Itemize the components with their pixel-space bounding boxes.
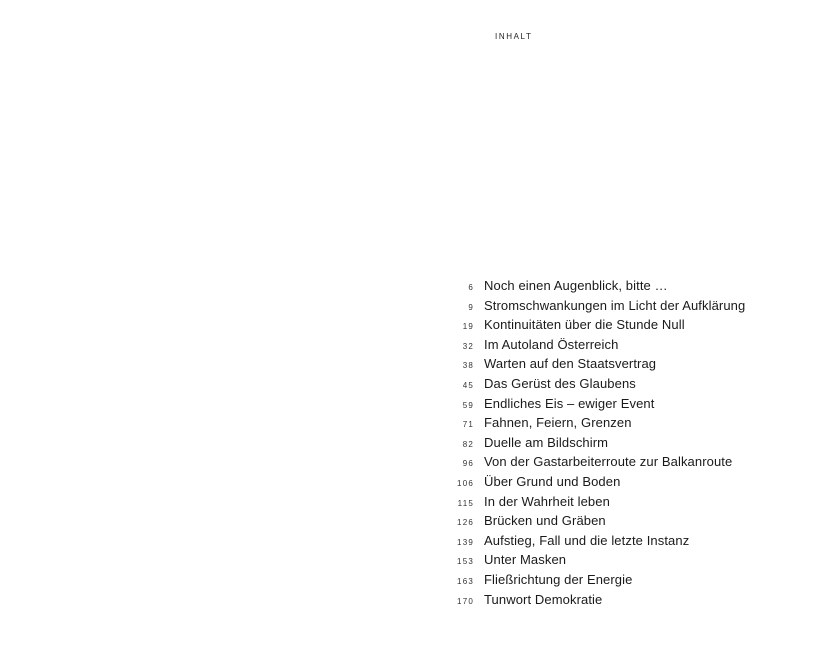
toc-page-number: 96 xyxy=(462,459,474,469)
toc-page-number: 163 xyxy=(457,576,474,586)
toc-page-number: 106 xyxy=(457,478,474,488)
toc-entry xyxy=(440,531,820,551)
toc-page-number: 139 xyxy=(457,537,474,547)
toc-chapter-title: Aufstieg, Fall und die letzte Instanz xyxy=(484,532,690,548)
toc-chapter-title: In der Wahrheit leben xyxy=(484,493,610,509)
toc-page-number: 126 xyxy=(457,518,474,528)
toc-chapter-title: Noch einen Augenblick, bitte … xyxy=(484,278,668,293)
toc-page-number: 32 xyxy=(462,341,474,351)
toc-chapter-title: Fließrichtung der Energie xyxy=(484,571,633,587)
toc-entry xyxy=(440,570,820,590)
toc-page-number: 38 xyxy=(462,361,474,371)
toc-page-number: 71 xyxy=(462,420,474,430)
toc-entry xyxy=(440,590,820,610)
toc-entry xyxy=(440,492,820,512)
toc-entry xyxy=(440,413,820,433)
toc-chapter-title: Im Autoland Österreich xyxy=(484,336,619,352)
toc-entry xyxy=(440,374,820,394)
toc-page-number: 45 xyxy=(462,380,474,390)
toc-page-number: 9 xyxy=(468,302,474,312)
toc-entry xyxy=(440,511,820,531)
toc-chapter-title: Von der Gastarbeiterroute zur Balkanroute xyxy=(484,454,733,470)
toc-entry xyxy=(440,452,820,472)
toc-chapter-title: Über Grund und Boden xyxy=(484,473,621,489)
toc-chapter-title: Endliches Eis – ewiger Event xyxy=(484,395,655,411)
toc-page-number: 170 xyxy=(457,596,474,606)
toc-chapter-title: Kontinuitäten über die Stunde Null xyxy=(484,317,685,333)
toc-chapter-title: Brücken und Gräben xyxy=(484,513,606,529)
toc-entry xyxy=(440,354,820,374)
table-of-contents xyxy=(440,276,820,609)
toc-page-number: 59 xyxy=(462,400,474,410)
toc-entry xyxy=(440,315,820,335)
toc-chapter-title: Stromschwankungen im Licht der Aufklärung xyxy=(484,297,746,313)
toc-chapter-title: Duelle am Bildschirm xyxy=(484,434,609,450)
toc-page-number: 153 xyxy=(457,557,474,567)
toc-entry xyxy=(440,276,820,296)
toc-chapter-title: Unter Masken xyxy=(484,552,567,568)
toc-chapter-title: Das Gerüst des Glaubens xyxy=(484,375,636,391)
toc-entry xyxy=(440,394,820,414)
toc-entry xyxy=(440,296,820,316)
toc-entry xyxy=(440,550,820,570)
toc-entry xyxy=(440,433,820,453)
toc-entry xyxy=(440,472,820,492)
page-heading: INHALT xyxy=(495,32,533,41)
toc-chapter-title: Tunwort Demokratie xyxy=(484,591,603,607)
toc-page-number: 82 xyxy=(462,439,474,449)
toc-chapter-title: Warten auf den Staatsvertrag xyxy=(484,356,657,372)
toc-entry xyxy=(440,335,820,355)
toc-page-number: 6 xyxy=(468,283,474,292)
toc-chapter-title: Fahnen, Feiern, Grenzen xyxy=(484,415,632,431)
toc-page-number: 115 xyxy=(457,498,474,508)
toc-page-number: 19 xyxy=(462,322,474,332)
